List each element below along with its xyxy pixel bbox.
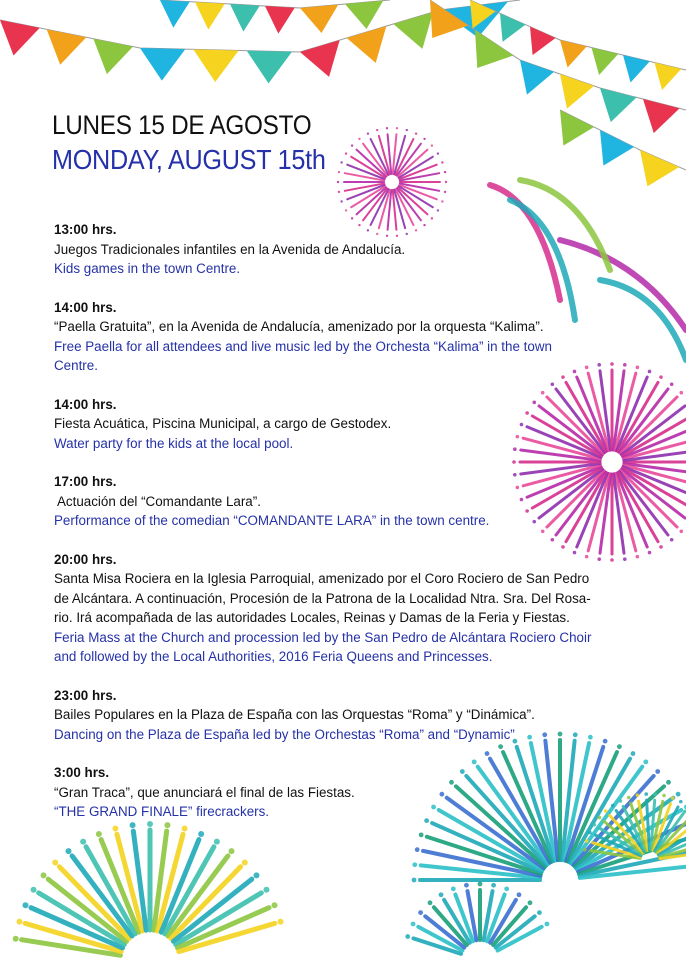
firework-spark	[337, 181, 339, 183]
bunting-flag	[640, 150, 679, 186]
firework-spark	[444, 191, 446, 193]
firework-spark	[504, 886, 509, 891]
firework-spark	[263, 887, 269, 893]
firework-spark	[65, 848, 71, 854]
firework-spark	[406, 129, 408, 131]
event-item	[54, 298, 624, 376]
event-description-en: and followed by the Local Authorities, 2016 Feria Queens and Princesses.	[54, 649, 493, 664]
firework-spark	[451, 886, 456, 891]
firework-spark	[439, 892, 444, 897]
firework-spark	[415, 132, 417, 134]
event-description-en: Free Paella for all attendees and live music led by the Orchesta “Kalima” in the town	[54, 338, 552, 354]
firework-spark	[528, 900, 533, 905]
event-description-es: Juegos Tradicionales infantiles en la Avenida de Andalucía.	[54, 241, 406, 257]
firework-spark	[272, 902, 278, 908]
firework-spark	[636, 793, 640, 797]
firework-spark	[445, 181, 447, 183]
bunting-flag	[560, 74, 594, 109]
firework-spark	[340, 161, 342, 163]
event-description-es: de Alcántara. A continuación, Procesión de la Patrona de la Localidad Ntra. Sra. Del Rosa-	[54, 590, 591, 606]
event-description-en: “THE GRAND FINALE” firecrackers.	[54, 804, 270, 819]
firework-spark	[405, 934, 410, 939]
bunting-flag	[345, 1, 383, 29]
firework-spark	[655, 769, 660, 774]
firework-spark	[367, 132, 369, 134]
bunting-flag	[247, 51, 292, 84]
bunting-flag	[193, 49, 238, 82]
firework-spark	[679, 391, 683, 395]
event-item	[54, 472, 624, 531]
event-item	[54, 686, 624, 745]
firework-spark	[659, 545, 663, 549]
firework-spark	[376, 129, 378, 131]
event-time: 20:00 hrs.	[54, 551, 117, 567]
firework-spark	[411, 922, 416, 927]
firework-spark	[345, 209, 347, 211]
firework-spark	[340, 200, 342, 202]
firework-spark	[648, 370, 652, 374]
firework-spark	[464, 883, 469, 888]
event-item	[54, 550, 624, 667]
firework-spark	[338, 171, 340, 173]
bunting-flag	[643, 99, 680, 133]
bunting-flag	[600, 88, 637, 122]
event-description-en: Water party for the kids at the local pool.	[54, 435, 294, 451]
event-description-en: Feria Mass at the Church and procession led by the San Pedro de Alcántara Rociero Choir	[54, 629, 592, 645]
firework-spark	[415, 847, 420, 852]
bunting-flag	[560, 40, 587, 67]
bunting-flag	[623, 55, 650, 82]
firework-spark	[338, 191, 340, 193]
firework-spark	[627, 796, 631, 800]
firework-spark	[441, 200, 443, 202]
firework-spark	[345, 152, 347, 154]
title-spanish: LUNES 15 DE AGOSTO	[52, 110, 312, 140]
event-item	[54, 763, 624, 822]
firework-spark	[659, 375, 663, 379]
event-time: 17:00 hrs.	[54, 474, 117, 489]
bunting-flag	[500, 13, 526, 42]
firework-spark	[636, 555, 640, 559]
event-description-en: Kids games in the town Centre.	[54, 261, 241, 276]
firework-spark	[545, 922, 550, 927]
firework-spark	[52, 859, 58, 865]
bunting-flag	[530, 27, 556, 56]
firework-spark	[358, 138, 360, 140]
event-description-es: Santa Misa Rociera en la Iglesia Parroquial, amenizado por el Coro Rociero de San Pedro	[54, 571, 590, 586]
bunting-flag	[93, 39, 133, 74]
event-item	[54, 220, 624, 279]
firework-spark	[31, 887, 37, 893]
firework-spark	[17, 919, 23, 925]
bunting-flag	[140, 48, 185, 81]
firework-spark	[643, 759, 648, 764]
firework-spark	[412, 878, 417, 883]
event-time: 23:00 hrs.	[54, 687, 117, 703]
bunting-flag	[47, 29, 87, 64]
bunting-flag	[160, 0, 190, 28]
firework-ray	[620, 470, 677, 527]
firework-spark	[441, 161, 443, 163]
firework-spark	[277, 919, 283, 925]
event-description-es: Bailes Populares en la Plaza de España con las Orquestas “Roma” y “Dinámica”.	[54, 707, 535, 722]
firework-spark	[644, 792, 648, 796]
title-english: MONDAY, AUGUST 15th	[52, 144, 326, 175]
firework-spark	[13, 936, 19, 942]
firework-spark	[254, 872, 260, 878]
bunting-flag	[592, 48, 619, 75]
firework-spark	[676, 792, 681, 797]
bunting-flag	[560, 110, 594, 146]
firework-spark	[242, 859, 248, 865]
firework-spark	[386, 127, 388, 129]
event-description-es: rio. Irá acompañada de las autoridades Locales, Reinas y Damas de la Feria y Fiestas.	[54, 610, 570, 625]
event-description-es: “Gran Traca”, que anunciará el final de las Fiestas.	[54, 784, 355, 800]
event-description-es: “Paella Gratuita”, en la Avenida de Andalucía, amenizado por la orquesta “Kalima”.	[54, 319, 544, 334]
bunting-flag	[655, 63, 682, 90]
firework-spark	[428, 900, 433, 905]
bunting-flag	[230, 4, 260, 32]
firework-spark	[437, 209, 439, 211]
firework-spark	[679, 529, 683, 533]
firework-spark	[666, 780, 671, 785]
firework-spark	[351, 144, 353, 146]
event-description-en: Performance of the comedian “COMANDANTE LARA” in the town centre.	[54, 513, 490, 528]
event-time: 13:00 hrs.	[54, 222, 117, 237]
schedule-list	[54, 220, 624, 841]
firework-spark	[670, 382, 674, 386]
firework-spark	[671, 796, 675, 800]
event-time: 14:00 hrs.	[54, 299, 117, 315]
bunting-flag	[520, 60, 554, 95]
firework-spark	[491, 883, 496, 888]
firework-spark	[423, 138, 425, 140]
firework-spark	[631, 751, 636, 756]
firework-ray	[620, 397, 677, 454]
firework-spark	[431, 144, 433, 146]
bunting-flag	[265, 6, 295, 34]
event-description-es: Fiesta Acuática, Piscina Municipal, a cargo de Gestodex.	[54, 416, 392, 431]
bunting-flag	[0, 20, 40, 55]
firework-spark	[22, 902, 28, 908]
firework-spark	[537, 910, 542, 915]
event-time: 3:00 hrs.	[54, 765, 110, 780]
bunting-flag	[600, 130, 634, 166]
firework-spark	[418, 910, 423, 915]
firework-spark	[583, 848, 587, 852]
firework-spark	[396, 127, 398, 129]
firework-spark	[648, 551, 652, 555]
bunting-flag	[195, 2, 225, 30]
event-item	[54, 395, 624, 454]
firework-spark	[478, 882, 483, 887]
event-description-es: Actuación del “Comandante Lara”.	[54, 493, 261, 509]
event-time: 14:00 hrs.	[54, 396, 117, 412]
firework-spark	[670, 538, 674, 542]
firework-spark	[636, 366, 640, 370]
firework-spark	[444, 171, 446, 173]
firework-spark	[662, 794, 666, 798]
firework-spark	[40, 872, 46, 878]
firework-spark	[679, 800, 683, 804]
event-description-en: Dancing on the Plaza de España led by the Orchestas “Roma” and “Dynamic”	[54, 726, 515, 742]
firework-spark	[229, 848, 235, 854]
firework-spark	[437, 152, 439, 154]
firework-spark	[653, 792, 657, 796]
firework-spark	[517, 892, 522, 897]
event-description-en: Centre.	[54, 358, 98, 373]
bunting-flag	[300, 5, 338, 33]
firework-spark	[412, 862, 417, 867]
